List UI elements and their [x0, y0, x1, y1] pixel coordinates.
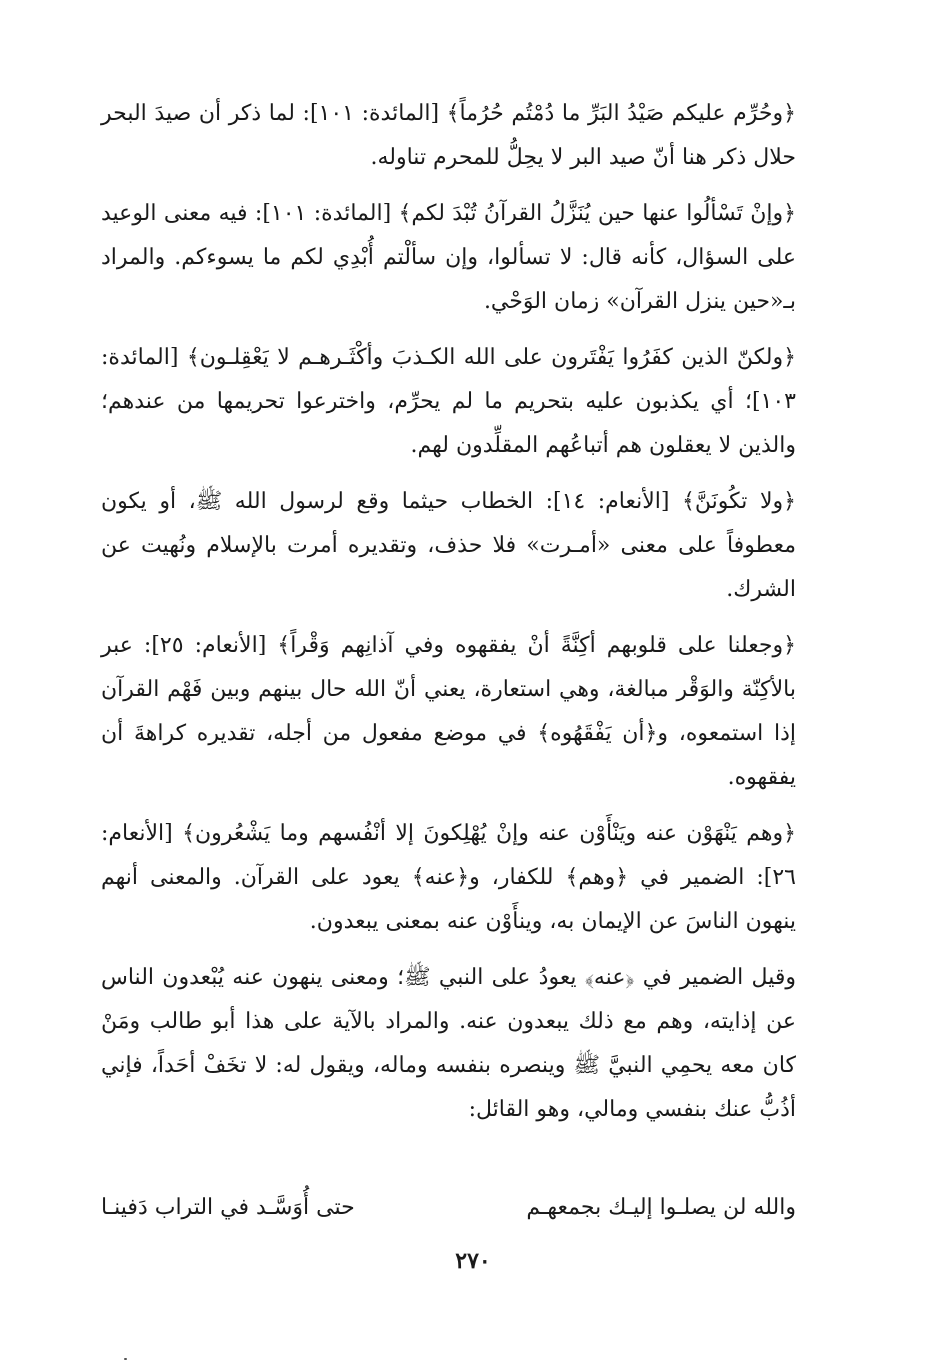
paragraph-anam-26-alternative: وقيل الضمير في ﴿عنه﴾ يعودُ على النبي ﷺ؛ ومعنى ينهون عنه يُبْعدون الناس عن إذايته، وهم مع ذلك يبعدون عنه. والمراد بالآية على هذا أبو طالب ومَنْ كان معه يحمِي النبيَّ ﷺ وينصره بنفسه وماله، ويقول له: لا تخَفْ أحَداً، فإني أذُبُّ عنك بنفسي ومالي، وهو القائل:	[101, 965, 796, 1122]
paragraph-anam-25: ﴿وجعلنا على قلوبهم أكِنَّةً أنْ يفقهوه وفي آذانِهم وَقْراً﴾ [الأنعام: ٢٥]: عبر بالأكِنّة والوَقْر مبالغة، وهي استعارة، يعني أنّ الله حال بينهم وبين فَهْم القرآن إذا استمعوه، و﴿أن يَفْقَهُوه﴾ في موضع مفعول من أجله، تقديره كراهةَ أن يفقهوه.	[101, 633, 796, 790]
scan-speck	[124, 1358, 127, 1360]
paragraph-maidah-101-asking: ﴿وإنْ تَسْألُوا عنها حين يُنَزَّلُ القرآنُ تُبْدَ لكم﴾ [المائدة: ١٠١]: فيه معنى الوعيد على السؤال، كأنه قال: لا تسألوا، وإن سألْتم أُبْدِي لكم ما يسوءكم. والمراد بـ«حين ينزل القرآن» زمان الوَحْي.	[101, 201, 796, 314]
paragraph-maidah-101-hunting: ﴿وحُرِّم عليكم صَيْدُ البَرِّ ما دُمْتُم حُرُماً﴾ [المائدة: ١٠١]: لما ذكر أن صيدَ البحر حلال ذكر هنا أنّ صيد البر لا يحِلُّ للمحرم تناوله.	[101, 101, 796, 170]
poetry-verse	[101, 1188, 796, 1228]
paragraph-anam-26: ﴿وهم يَنْهَوْن عنه ويَنْأَوْن عنه وإنْ يُهْلِكونَ إلا أنْفُسهم وما يَشْعُرون﴾ [الأنعام: ٢٦]: الضمير في ﴿وهم﴾ للكفار، و﴿عنه﴾ يعود على القرآن. والمعنى أنهم ينهون الناسَ عن الإيمان به، وينأَوْن عنه بمعنى يبعدون.	[101, 821, 796, 934]
page-body	[101, 92, 796, 1144]
page-number: ٢٧٠	[455, 1248, 491, 1274]
paragraph-maidah-103: ﴿ولكنّ الذين كفَرُوا يَفْتَرون على الله الكـذبَ وأكْثَـرهـم لا يَعْقِلـون﴾ [المائدة: ١٠٣]؛ أي يكذبون عليه بتحريم ما لم يحرِّم، واخترعوا تحريمها من عندهم؛ والذين لا يعقلون هم أتباعُهم المقلِّدون لهم.	[101, 345, 796, 458]
paragraph-anam-14: ﴿ولا تكُونَنَّ﴾ [الأنعام: ١٤]: الخطاب حيثما وقع لرسول الله ﷺ، أو يكون معطوفاً على معنى «أمـرت» فلا حذف، وتقديره أمرت بالإسلام ونُهيت عن الشرك.	[101, 489, 796, 602]
verse-second-hemistich: حتى أُوَسَّـد في التراب دَفينـا	[101, 1195, 355, 1220]
verse-first-hemistich: والله لن يصلـوا إليـك بجمعهـم	[526, 1195, 796, 1220]
